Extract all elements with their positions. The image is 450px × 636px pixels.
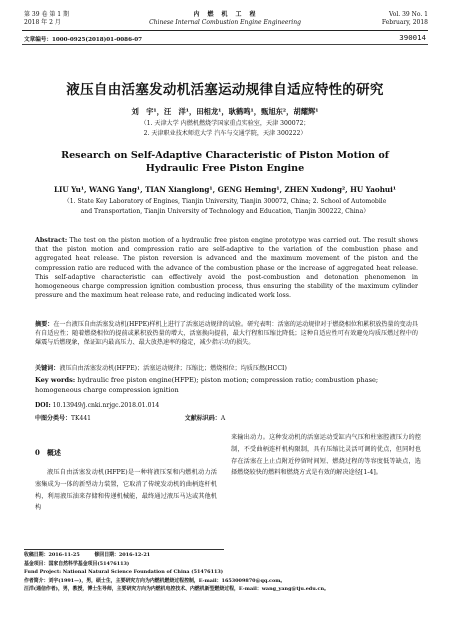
footnote-rule [24,549,224,550]
affiliation-zh-1: （1. 天津大学 内燃机燃烧学国家重点实验室，天津 300072； [140,120,310,127]
keywords-en: Key words: hydraulic free piston engine(HFPE); piston motion; compression ratio; combustion phase; homogeneous charge compression ignition [35,376,379,394]
article-number: 文章编号：1000-0925(2018)01-0086-07 [24,37,143,43]
footnote-fund-zh: 基金项目：国家自然科学基金项目(51476113) [24,560,130,567]
page-title-en: Research on Self-Adaptive Characteristic of Piston Motion of Hydraulic Free Piston Engine [61,150,389,174]
body-column-right: 来输出动力。这种发动机的活塞运动受缸内气压和柱塞腔液压力的控制，不受曲柄连杆机构限制，具有压缩比灵活可调的优点，但同时也存在活塞在上止点附近停留时间短、燃烧过程的等容度低等缺点，选择燃烧较快的燃料和燃烧方式是有效的解决途径[1-4]。 [231,434,421,477]
authors-en: LIU Yu¹, WANG Yang¹, TIAN Xianglong¹, GENG Heming¹, ZHEN Xudong², HU Yaohui¹ [53,185,397,194]
body-column-left: 液压自由活塞发动机(HFPE)是一种将液压泵和内燃机动力活塞集成为一体的新型动力装置，它取消了传统发动机的曲柄连杆机构，利用液压油来存储和传递机械能，最终通过液压马达或其他机构 [35,469,217,512]
footnote-author2: 汪洋(通信作者)，男，教授，博士生导师，主要研究方向为内燃机电控技术、内燃机新型燃烧过程，E-mail：wang_yang@tju.edu.cn。 [24,586,329,593]
abstract-zh: 摘要：在一台液压自由活塞发动机(HFPE)样机上进行了活塞运动规律的试验。研究表明：活塞的运动规律对于燃烧相位和累积放热量的变动具有自适应性；随着燃烧相位的提前或累积放热量的增大，活塞换向提前，最大行程和压缩比降低；这种自适应性可有效避免均质压燃过程中的爆震与后燃现象，保证缸内最高压力、最大放热速率的稳定，减少指示功的损失。 [35,321,418,346]
journal-date: Vol. 39 No. 1 February, 2018 [381,11,428,26]
affiliation-en-2: and Transportation, Tianjin University of Technology and Education, Tianjin 300222, China） [80,208,370,215]
section-heading: 0 概述 [35,448,61,457]
journal-volume-issue: 第 39 卷 第 1 期 2018 年 2 月 [24,11,69,26]
footnotes [24,551,428,594]
footnote-author1: 作者简介：刘宇(1991—)，男，硕士生，主要研究方向为内燃机燃烧过程控制，E-mail：1653009870@qq.com。 [24,577,286,584]
page-title-zh: 液压自由活塞发动机活塞运动规律自适应特性的研究 [66,82,384,98]
authors-zh: 刘 宇¹，汪 洋¹，田相龙¹，耿鹤鸣¹，甄旭东²，胡耀辉¹ [131,107,319,116]
abstract-en: Abstract: The test on the piston motion of a hydraulic free piston engine prototype was carried out. The result shows that the piston motion and compression ratio are self-adaptive to the variation of the combustion phase and aggregated heat release. The piston reversion is advanced and the maximum movement of the piston and the compression ratio are reduced with the advance of the combustion phase or the increase of aggregated heat release. This self-adaptive characteristic can effectively avoid the post-combustion and detonation phenomenon in homogeneous charge compression ignition combustion process, thus ensuring the stability of the maximum cylinder pressure and the maximum heat release rate, and reducing indicated work loss. [35,237,418,300]
footnote-received: 收稿日期：2016-11-25 修回日期：2016-12-21 [24,552,151,558]
header-rule [22,30,428,31]
doi: DOI: 10.13949/j.cnki.nrjgc.2018.01.014 [35,402,160,409]
footnote-fund-en: Fund Project: National Natural Science Foundation of China (51476113) [24,569,224,576]
header-rule-2 [22,44,428,45]
keywords-zh: 关键词：液压自由活塞发动机(HFPE)；活塞运动规律；压缩比；燃烧相位；均质压燃(HCCI) [35,365,287,372]
journal-name: 内 燃 机 工 程 Chinese Internal Combustion Engine Engineering [149,11,301,26]
classification-line: 中图分类号：TK441 文献标识码：A [35,415,226,422]
article-code: 390014 [399,33,426,42]
affiliation-zh-2: 2. 天津职业技术师范大学 汽车与交通学院，天津 300222） [143,130,307,137]
affiliation-en-1: （1. State Key Laboratory of Engines, Tianjin University, Tianjin 300072, China; 2. School of Automobile [63,198,387,205]
